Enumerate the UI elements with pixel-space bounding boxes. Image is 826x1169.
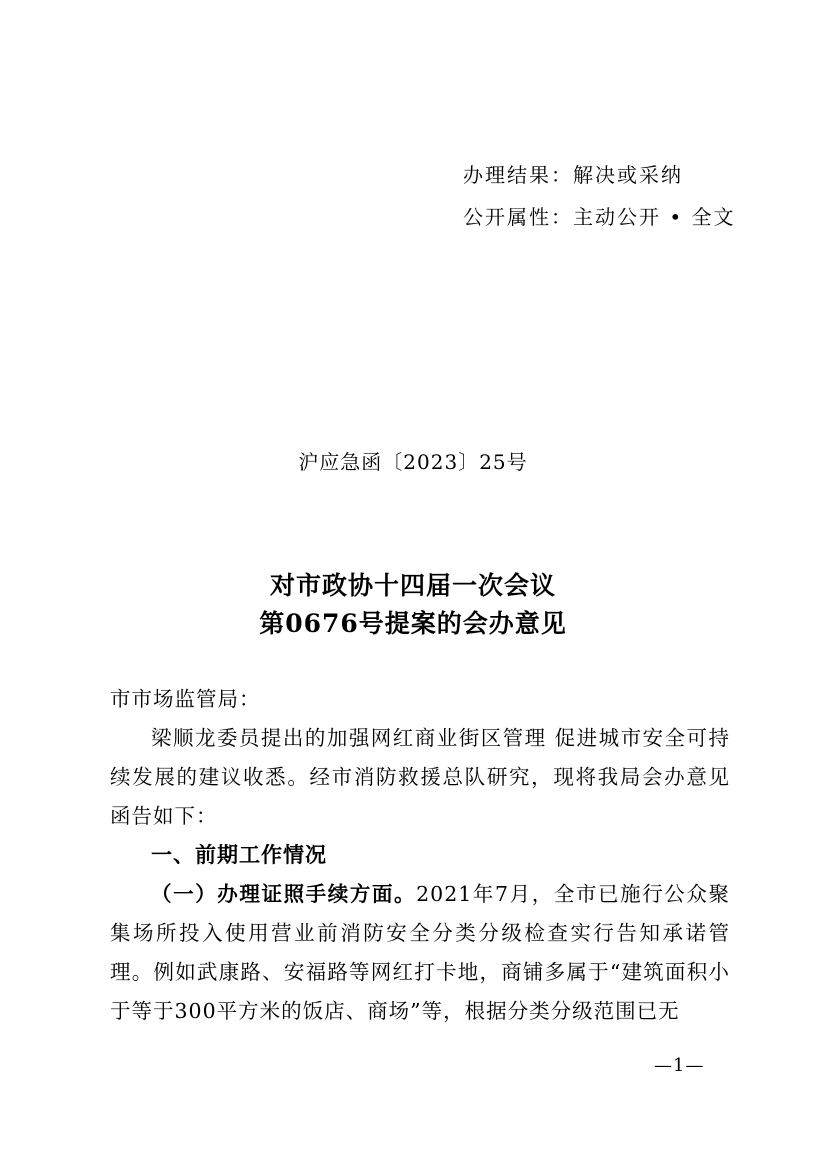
subsection-lead: （一）办理证照手续方面。: [151, 882, 417, 906]
addressee: 市市场监管局：: [110, 687, 261, 711]
body-paragraph: [110, 875, 730, 1031]
handling-result: 办理结果：解决或采纳: [463, 163, 683, 187]
document-title-line-2: 第0676号提案的会办意见: [259, 609, 567, 638]
subsection-text: 2021年7月，全市已施行公众聚集场所投入使用营业前消防安全分类分级检查实行告知承诺管理。例如武康路、安福路等网红打卡地，商铺多属于“建筑面积小于等于300平方米的饭店、商场”等，根据分类分级范围已无: [110, 882, 730, 1023]
section-heading: 一、前期工作情况: [151, 843, 327, 867]
document-number: 沪应急函〔2023〕25号: [298, 450, 528, 474]
page-number: —1—: [654, 1055, 705, 1076]
intro-paragraph: 梁顺龙委员提出的加强网红商业街区管理 促进城市安全可持续发展的建议收悉。经市消防救援总队研究，现将我局会办意见函告如下：: [110, 726, 730, 828]
disclosure-attribute: 公开属性：主动公开 • 全文: [463, 205, 736, 229]
document-title-line-1: 对市政协十四届一次会议: [269, 571, 556, 600]
